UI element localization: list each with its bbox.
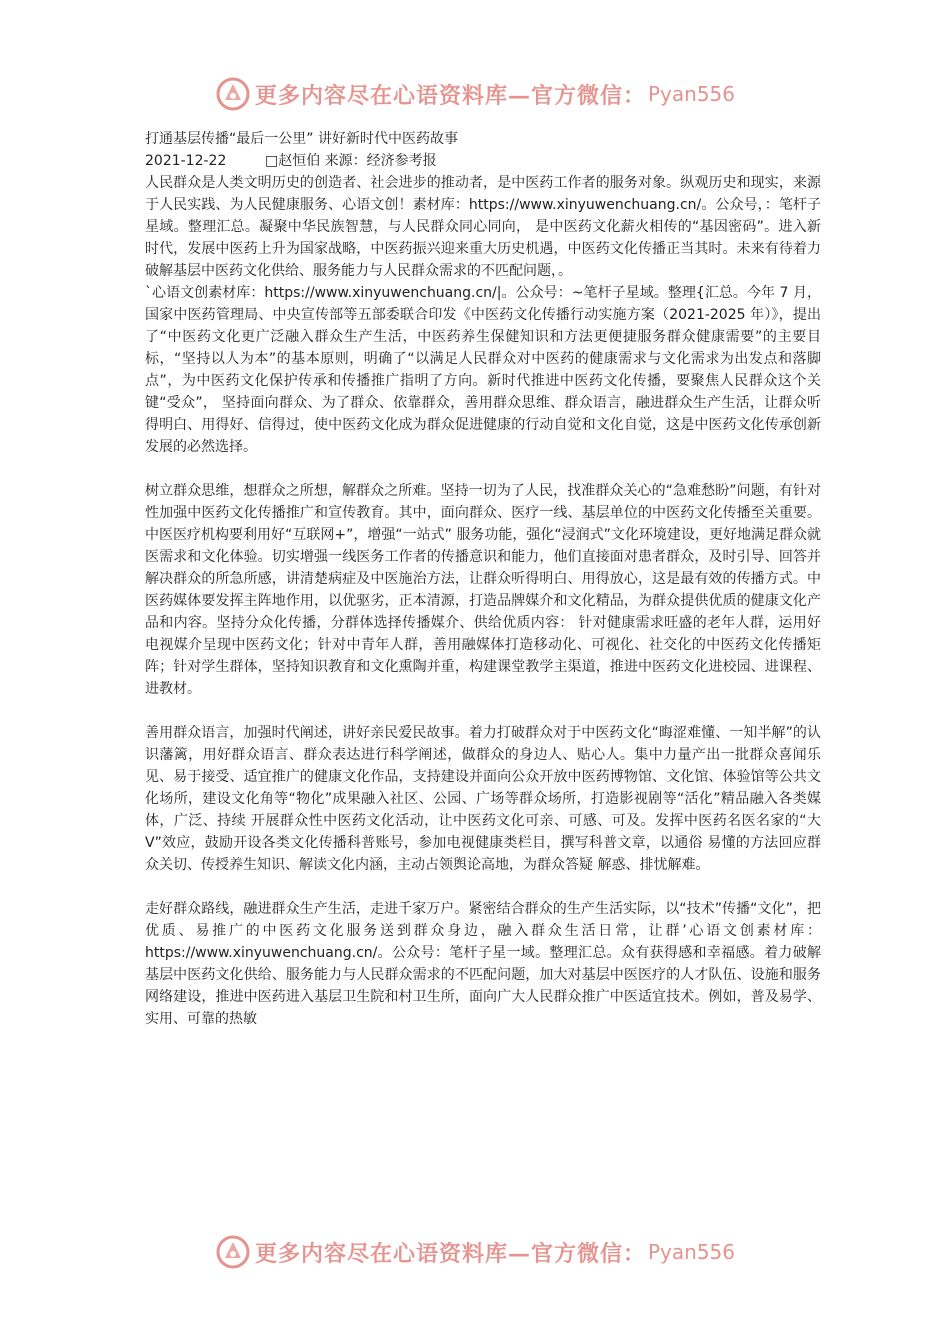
header-banner (0, 74, 950, 114)
banner-wechat-id: Pyan556 (648, 1240, 736, 1264)
footer-banner (0, 1232, 950, 1272)
article-title: 打通基层传播“最后一公里” 讲好新时代中医药故事 (145, 131, 458, 147)
article-date: 2021-12-22 (145, 153, 227, 169)
article-author-source: □赵恒伯 来源：经济参考报 (265, 153, 437, 169)
banner-wechat-id: Pyan556 (648, 82, 736, 106)
banner-text: 更多内容尽在心语资料库—官方微信： (254, 1240, 646, 1267)
article (145, 128, 821, 1030)
paragraph-1: 人民群众是人类文明历史的创造者、社会进步的推动者，是中医药工作者的服务对象。纵观历史和现实，来源于人民实践、为人民健康服务、心语文创！素材库：https://www.xinyuwenchuang.cn/。公众号，：笔杆子星域。整理汇总。凝聚中华民族智慧，与人民群众同心同向， 是中医药文化薪火相传的“基因密码”。进入新时代，发展中医药上升为国家战略，中医药振兴迎来重大历史机遇，中医药文化传播正当其时。未来有待着力破解基层中医药文化供给、服务能力与人民群众需求的不匹配问题，。 (145, 175, 821, 279)
paragraph-4: 善用群众语言，加强时代阐述，讲好亲民爱民故事。着力打破群众对于中医药文化“晦涩难懂、一知半解”的认识藩篱，用好群众语言、群众表达进行科学阐述，做群众的身边人、贴心人。集中力量产出一批群众喜闻乐见、易于接受、适宜推广的健康文化作品，支持建设并面向公众开放中医药博物馆、文化馆、体验馆等公共文化场所，建设文化角等“物化”成果融入社区、公园、广场等群众场所，打造影视剧等“活化”精品融入各类媒体，广泛、持续 开展群众性中医药文化活动，让中医药文化可亲、可感、可及。发挥中医药名医名家的“大 V”效应，鼓励开设各类文化传播科普账号，参加电视健康类栏目，撰写科普文章，以通俗 易懂的方法回应群众关切、传授养生知识、解读文化内涵，主动占领舆论高地，为群众答疑 解惑、排忧解难。 (145, 725, 821, 873)
paragraph-5: 走好群众路线，融进群众生产生活，走进千家万户。紧密结合群众的生产生活实际，以“技术”传播“文化”，把优质、易推广的中医药文化服务送到群众身边，融入群众生活日常，让群’心语文创素材库：https://www.xinyuwenchuang.cn/。公众号：笔杆子星一域。整理汇总。众有获得感和幸福感。着力破解基层中医药文化供给、服务能力与人民群众需求的不匹配问题，加大对基层中医医疗的人才队伍、设施和服务网络建设，推进中医药进入基层卫生院和村卫生所，面向广大人民群众推广中医适宜技术。例如，普及易学、实用、可靠的热敏 (145, 901, 821, 1027)
paragraph-2: `心语文创素材库：https://www.xinyuwenchuang.cn/|。公众号：~笔杆子星域。整理{汇总。今年 7 月，国家中医药管理局、中央宣传部等五部委联合印发《中医药文化传播行动实施方案（2021-2025 年）》，提出了“中医药文化更广泛融入群众生产生活，中医药养生保健知识和方法更便捷服务群众健康需要”的主要目标，“坚持以人为本”的基本原则，明确了“以满足人民群众对中医药的健康需求与文化需求为出发点和落脚点”，为中医药文化保护传承和传播推广指明了方向。新时代推进中医药文化传播，要聚焦人民群众这个关键“受众”， 坚持面向群众、为了群众、依靠群众，善用群众思维、群众语言，融进群众生产生活，让群众听得明白、用得好、信得过，使中医药文化成为群众促进健康的行动自觉和文化自觉，这是中医药文化传承创新发展的必然选择。 (145, 285, 821, 455)
article-meta (145, 150, 821, 172)
logo-icon (215, 76, 251, 112)
banner-text: 更多内容尽在心语资料库—官方微信： (254, 82, 646, 109)
paragraph-3: 树立群众思维，想群众之所想，解群众之所难。坚持一切为了人民，找准群众关心的“急难愁盼”问题，有针对性加强中医药文化传播推广和宣传教育。其中，面向群众、医疗一线、基层单位的中医药文化传播至关重要。中医医疗机构要利用好“互联网+”，增强“一站式” 服务功能，强化“浸润式”文化环境建设，更好地满足群众就医需求和文化体验。切实增强一线医务工作者的传播意识和能力，他们直接面对患者群众，及时引导、回答并解决群众的所急所感，讲清楚病症及中医施治方法，让群众听得明白、用得放心，这是最有效的传播方式。中医药媒体要发挥主阵地作用，以优驱劣，正本清源，打造品牌媒介和文化精品，为群众提供优质的健康文化产品和内容。坚持分众化传播，分群体选择传播媒介、供给优质内容： 针对健康需求旺盛的老年人群，运用好电视媒介呈现中医药文化；针对中青年人群，善用融媒体打造移动化、可视化、社交化的中医药文化传播矩阵；针对学生群体，坚持知识教育和文化熏陶并重，构建课堂教学主渠道，推进中医药文化进校园、进课程、进教材。 (145, 483, 821, 697)
logo-icon (215, 1234, 251, 1270)
